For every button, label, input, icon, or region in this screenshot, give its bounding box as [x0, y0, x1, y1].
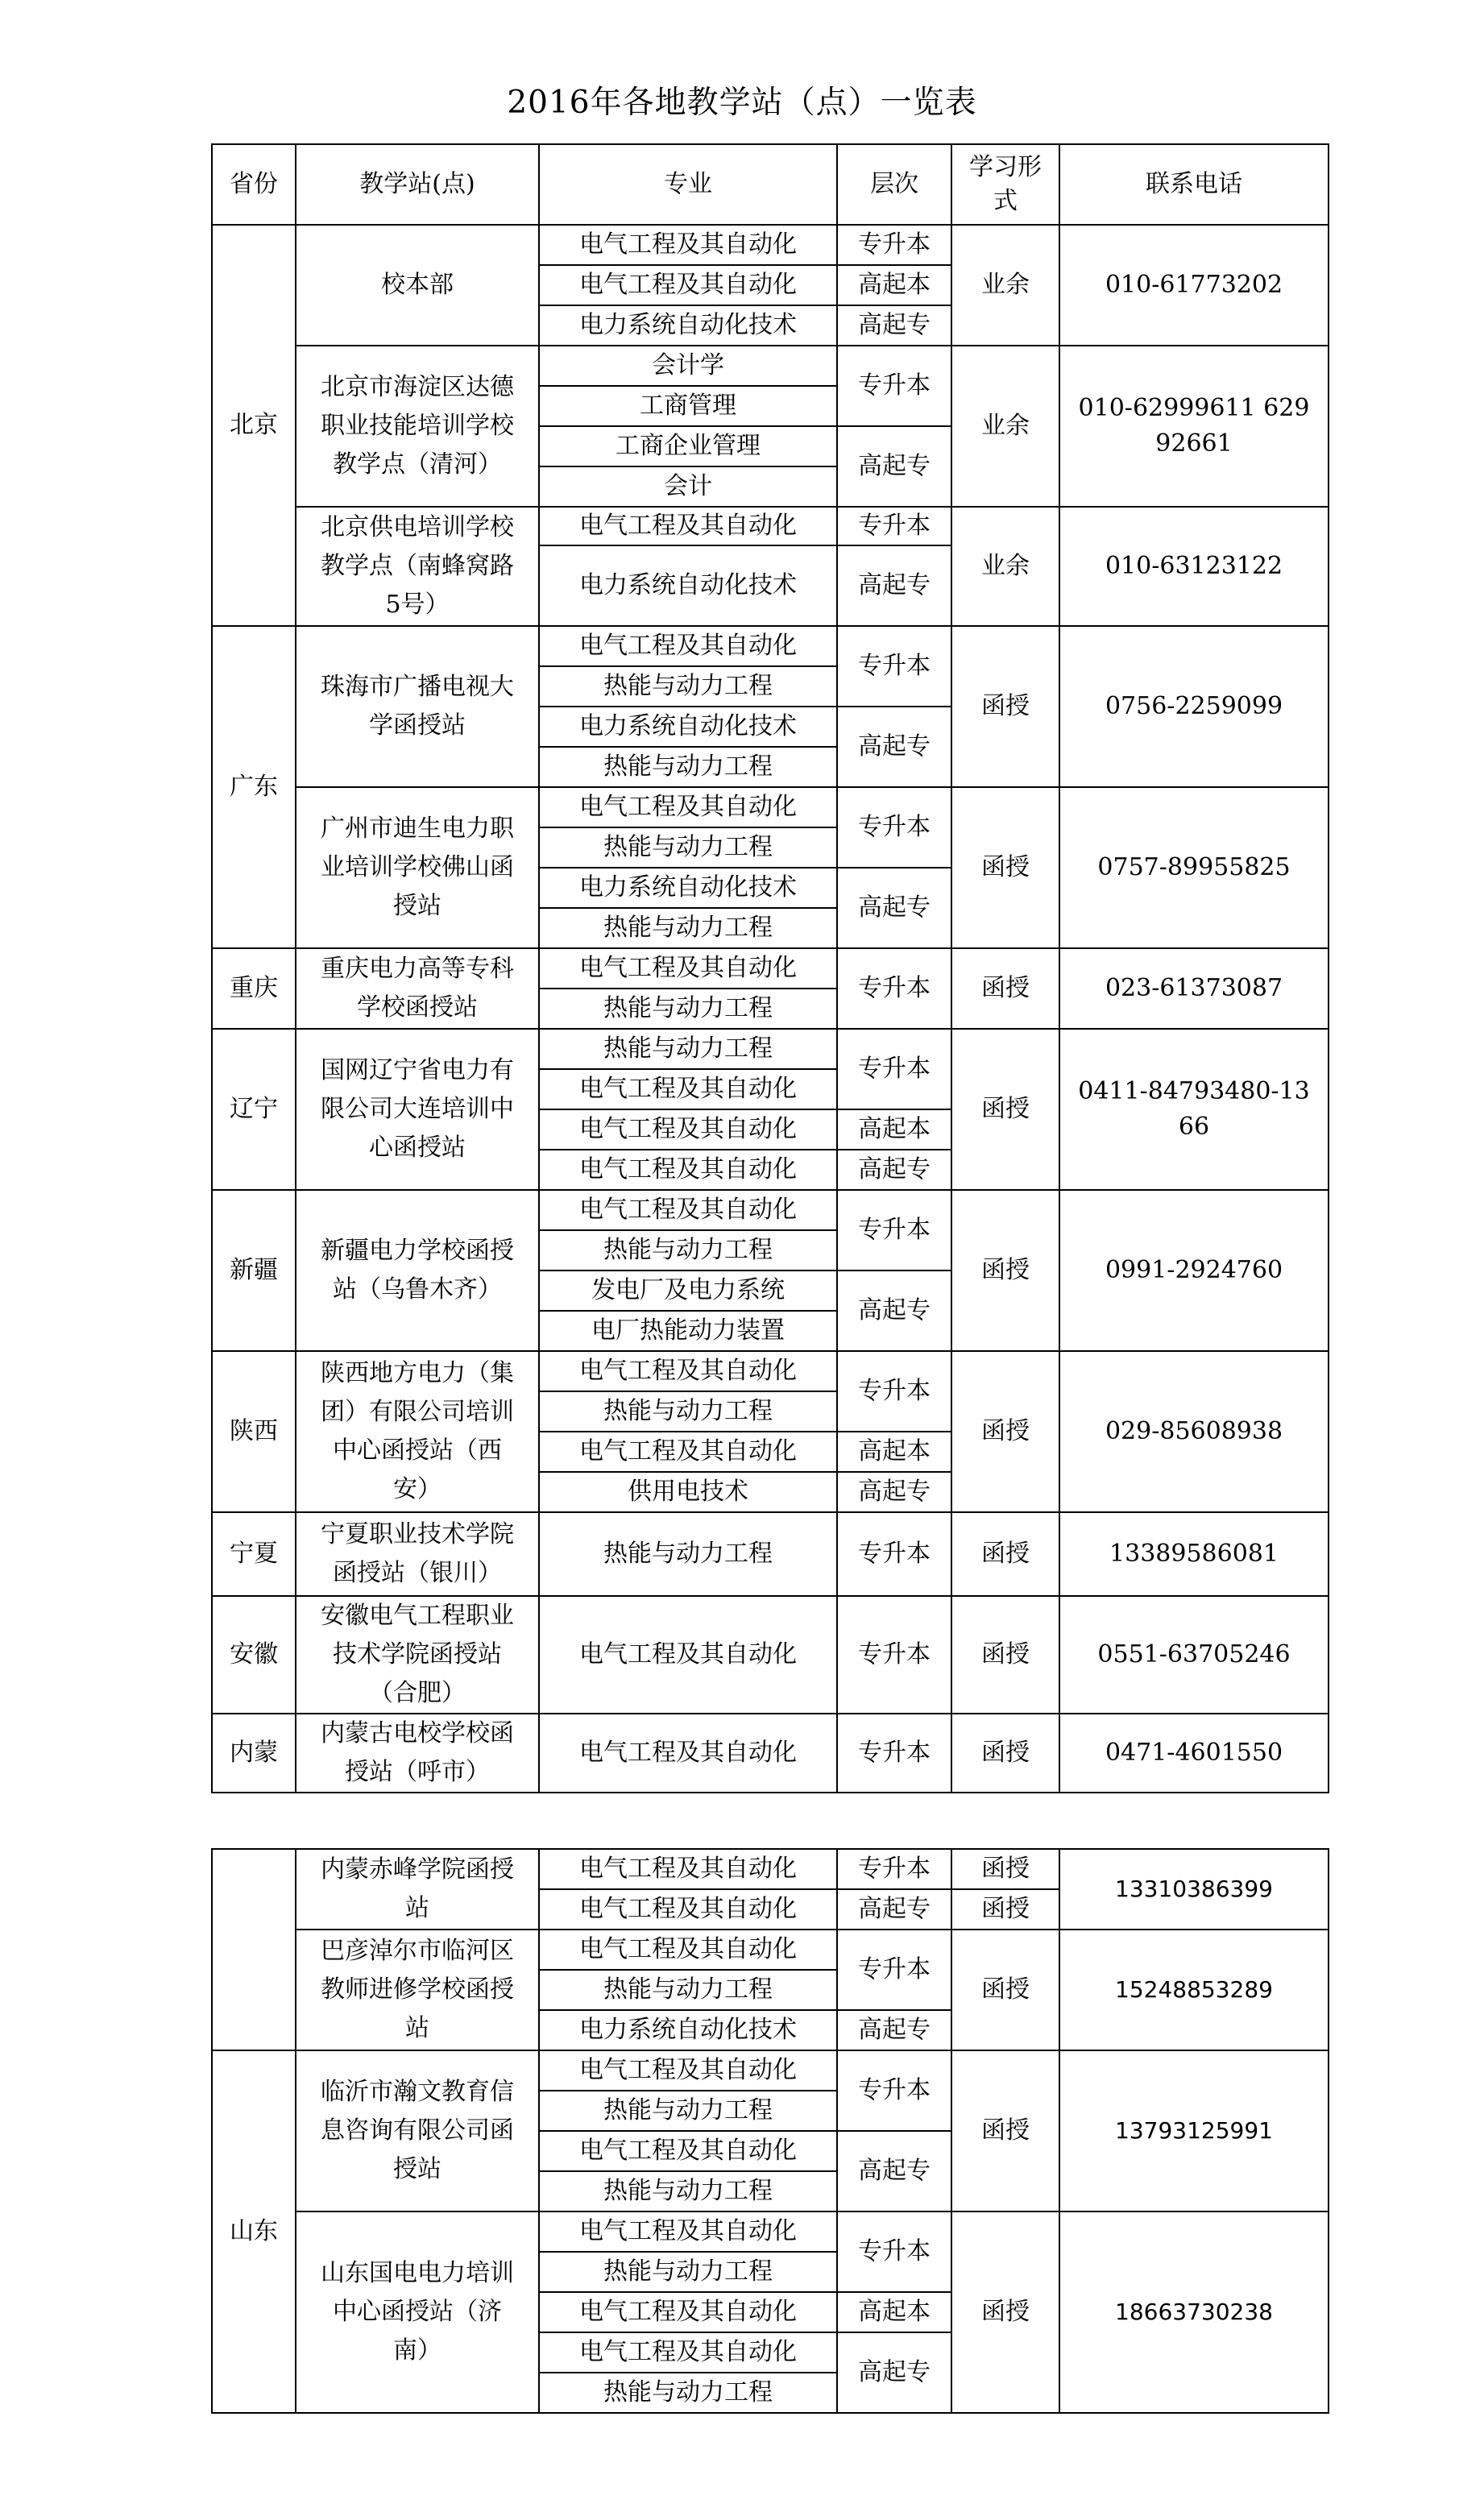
major-cell: 电气工程及其自动化	[539, 1596, 837, 1714]
level-cell: 专升本	[837, 1190, 951, 1271]
table-row	[212, 1930, 1329, 1970]
station-cell: 内蒙赤峰学院函授站	[296, 1849, 539, 1930]
level-cell: 专升本	[837, 1351, 951, 1432]
phone-cell: 029-85608938	[1059, 1351, 1329, 1512]
province-cell: 宁夏	[212, 1512, 296, 1596]
station-cell: 内蒙古电校学校函授站（呼市）	[296, 1714, 539, 1793]
province-cell: 内蒙	[212, 1714, 296, 1793]
province-cell: 重庆	[212, 948, 296, 1029]
table-row	[212, 787, 1329, 827]
major-cell: 电气工程及其自动化	[539, 787, 837, 827]
level-cell: 专升本	[837, 1512, 951, 1596]
major-cell: 热能与动力工程	[539, 747, 837, 787]
major-cell: 供用电技术	[539, 1472, 837, 1512]
station-cell: 临沂市瀚文教育信息咨询有限公司函授站	[296, 2050, 539, 2211]
province-cell: 安徽	[212, 1596, 296, 1714]
major-cell: 热能与动力工程	[539, 908, 837, 948]
major-cell: 电气工程及其自动化	[539, 1889, 837, 1930]
major-cell: 热能与动力工程	[539, 1391, 837, 1432]
level-cell: 专升本	[837, 507, 951, 545]
major-cell: 电气工程及其自动化	[539, 1069, 837, 1109]
station-cell: 国网辽宁省电力有限公司大连培训中心函授站	[296, 1029, 539, 1190]
major-cell: 电气工程及其自动化	[539, 225, 837, 265]
form-cell: 函授	[951, 1029, 1059, 1190]
level-cell: 高起本	[837, 2292, 951, 2332]
table-row	[212, 1029, 1329, 1069]
major-cell: 热能与动力工程	[539, 1029, 837, 1069]
province-cell: 新疆	[212, 1190, 296, 1351]
phone-cell: 0551-63705246	[1059, 1596, 1329, 1714]
station-cell: 珠海市广播电视大学函授站	[296, 626, 539, 787]
table-row	[212, 225, 1329, 265]
form-cell: 函授	[951, 1596, 1059, 1714]
level-cell: 高起本	[837, 1432, 951, 1472]
level-cell: 专升本	[837, 948, 951, 1029]
major-cell: 热能与动力工程	[539, 2373, 837, 2413]
major-cell: 电气工程及其自动化	[539, 1190, 837, 1230]
header-station: 教学站(点)	[296, 144, 539, 225]
station-cell: 校本部	[296, 225, 539, 346]
header-phone: 联系电话	[1059, 144, 1329, 225]
level-cell: 高起专	[837, 2131, 951, 2211]
table-row	[212, 1849, 1329, 1889]
form-cell: 函授	[951, 1849, 1059, 1889]
stations-table	[211, 143, 1329, 1793]
major-cell: 电气工程及其自动化	[539, 948, 837, 989]
level-cell: 高起本	[837, 1109, 951, 1150]
table-row	[212, 1714, 1329, 1793]
level-cell: 高起专	[837, 868, 951, 948]
province-cell: 北京	[212, 225, 296, 626]
major-cell: 电气工程及其自动化	[539, 2131, 837, 2171]
station-cell: 巴彦淖尔市临河区教师进修学校函授站	[296, 1930, 539, 2050]
form-cell: 业余	[951, 507, 1059, 626]
table-row	[212, 948, 1329, 989]
header-level: 层次	[837, 144, 951, 225]
major-cell: 电气工程及其自动化	[539, 1109, 837, 1150]
level-cell: 专升本	[837, 225, 951, 265]
major-cell: 会计	[539, 466, 837, 507]
level-cell: 专升本	[837, 626, 951, 707]
major-cell: 电力系统自动化技术	[539, 545, 837, 626]
level-cell: 专升本	[837, 346, 951, 426]
phone-cell: 023-61373087	[1059, 948, 1329, 1029]
major-cell: 电气工程及其自动化	[539, 2292, 837, 2332]
level-cell: 专升本	[837, 2050, 951, 2131]
major-cell: 热能与动力工程	[539, 2252, 837, 2292]
major-cell: 热能与动力工程	[539, 827, 837, 868]
form-cell: 函授	[951, 1512, 1059, 1596]
level-cell: 高起专	[837, 1889, 951, 1930]
table-row	[212, 1596, 1329, 1714]
station-cell: 广州市迪生电力职业培训学校佛山函授站	[296, 787, 539, 948]
station-cell: 山东国电电力培训中心函授站（济南）	[296, 2211, 539, 2413]
major-cell: 热能与动力工程	[539, 666, 837, 707]
page-title: 2016年各地教学站（点）一览表	[507, 85, 977, 121]
station-cell: 陕西地方电力（集团）有限公司培训中心函授站（西安）	[296, 1351, 539, 1512]
level-cell: 专升本	[837, 1714, 951, 1793]
form-cell: 函授	[951, 2050, 1059, 2211]
major-cell: 电力系统自动化技术	[539, 2010, 837, 2050]
major-cell: 工商管理	[539, 386, 837, 426]
table-row	[212, 1190, 1329, 1230]
level-cell: 高起专	[837, 2010, 951, 2050]
header-row	[212, 144, 1329, 225]
province-cell: 陕西	[212, 1351, 296, 1512]
major-cell: 热能与动力工程	[539, 1970, 837, 2010]
level-cell: 高起专	[837, 707, 951, 787]
table-row	[212, 2211, 1329, 2252]
major-cell: 热能与动力工程	[539, 989, 837, 1029]
major-cell: 电气工程及其自动化	[539, 1930, 837, 1970]
phone-cell: 0757-89955825	[1059, 787, 1329, 948]
phone-cell: 13389586081	[1059, 1512, 1329, 1596]
phone-cell: 18663730238	[1059, 2211, 1329, 2413]
phone-cell: 0756-2259099	[1059, 626, 1329, 787]
level-cell: 高起专	[837, 545, 951, 626]
level-cell: 专升本	[837, 787, 951, 868]
major-cell: 热能与动力工程	[539, 2171, 837, 2211]
major-cell: 电气工程及其自动化	[539, 507, 837, 545]
form-cell: 函授	[951, 1351, 1059, 1512]
table-row	[212, 626, 1329, 666]
major-cell: 电气工程及其自动化	[539, 626, 837, 666]
level-cell: 高起专	[837, 2332, 951, 2413]
form-cell: 函授	[951, 1190, 1059, 1351]
level-cell: 高起专	[837, 1150, 951, 1190]
major-cell: 电气工程及其自动化	[539, 1351, 837, 1391]
major-cell: 电气工程及其自动化	[539, 2211, 837, 2252]
station-cell: 安徽电气工程职业技术学院函授站（合肥）	[296, 1596, 539, 1714]
level-cell: 专升本	[837, 1596, 951, 1714]
level-cell: 高起本	[837, 265, 951, 305]
level-cell: 专升本	[837, 2211, 951, 2292]
major-cell: 电厂热能动力装置	[539, 1311, 837, 1351]
station-cell: 宁夏职业技术学院函授站（银川）	[296, 1512, 539, 1596]
form-cell: 函授	[951, 1889, 1059, 1930]
major-cell: 热能与动力工程	[539, 1230, 837, 1271]
major-cell: 电气工程及其自动化	[539, 1150, 837, 1190]
level-cell: 高起专	[837, 305, 951, 346]
major-cell: 电气工程及其自动化	[539, 1432, 837, 1472]
level-cell: 专升本	[837, 1849, 951, 1889]
header-province: 省份	[212, 144, 296, 225]
phone-cell: 0991-2924760	[1059, 1190, 1329, 1351]
phone-cell: 0471-4601550	[1059, 1714, 1329, 1793]
station-cell: 北京供电培训学校教学点（南蜂窝路5号）	[296, 507, 539, 626]
form-cell: 函授	[951, 626, 1059, 787]
form-cell: 业余	[951, 346, 1059, 507]
table-row	[212, 2050, 1329, 2091]
level-cell: 专升本	[837, 1930, 951, 2010]
major-cell: 电气工程及其自动化	[539, 265, 837, 305]
phone-cell: 15248853289	[1059, 1930, 1329, 2050]
table-row	[212, 1512, 1329, 1596]
station-cell: 新疆电力学校函授站（乌鲁木齐）	[296, 1190, 539, 1351]
phone-cell: 13310386399	[1059, 1849, 1329, 1930]
major-cell: 电气工程及其自动化	[539, 2332, 837, 2373]
major-cell: 电气工程及其自动化	[539, 2050, 837, 2091]
phone-cell: 0411-84793480-1366	[1059, 1029, 1329, 1190]
major-cell: 电力系统自动化技术	[539, 868, 837, 908]
province-cell: 广东	[212, 626, 296, 948]
major-cell: 工商企业管理	[539, 426, 837, 466]
stations-table-continued	[211, 1848, 1329, 2414]
phone-cell: 010-61773202	[1059, 225, 1329, 346]
major-cell: 电气工程及其自动化	[539, 1714, 837, 1793]
level-cell: 专升本	[837, 1029, 951, 1109]
level-cell: 高起专	[837, 1472, 951, 1512]
form-cell: 业余	[951, 225, 1059, 346]
level-cell: 高起专	[837, 1271, 951, 1351]
province-cell: 辽宁	[212, 1029, 296, 1190]
header-major: 专业	[539, 144, 837, 225]
major-cell: 发电厂及电力系统	[539, 1271, 837, 1311]
major-cell: 热能与动力工程	[539, 1512, 837, 1596]
form-cell: 函授	[951, 948, 1059, 1029]
phone-cell: 010-62999611 62992661	[1059, 346, 1329, 507]
level-cell: 高起专	[837, 426, 951, 507]
phone-cell: 13793125991	[1059, 2050, 1329, 2211]
table-row	[212, 1351, 1329, 1391]
table-row	[212, 507, 1329, 545]
major-cell: 电力系统自动化技术	[539, 305, 837, 346]
major-cell: 电气工程及其自动化	[539, 1849, 837, 1889]
header-form: 学习形式	[951, 144, 1059, 225]
form-cell: 函授	[951, 1714, 1059, 1793]
major-cell: 会计学	[539, 346, 837, 386]
form-cell: 函授	[951, 787, 1059, 948]
station-cell: 重庆电力高等专科学校函授站	[296, 948, 539, 1029]
form-cell: 函授	[951, 2211, 1059, 2413]
phone-cell: 010-63123122	[1059, 507, 1329, 626]
table-row	[212, 346, 1329, 386]
major-cell: 热能与动力工程	[539, 2091, 837, 2131]
major-cell: 电力系统自动化技术	[539, 707, 837, 747]
province-cell	[212, 1849, 296, 2050]
station-cell: 北京市海淀区达德职业技能培训学校教学点（清河）	[296, 346, 539, 507]
province-cell: 山东	[212, 2050, 296, 2413]
form-cell: 函授	[951, 1930, 1059, 2050]
